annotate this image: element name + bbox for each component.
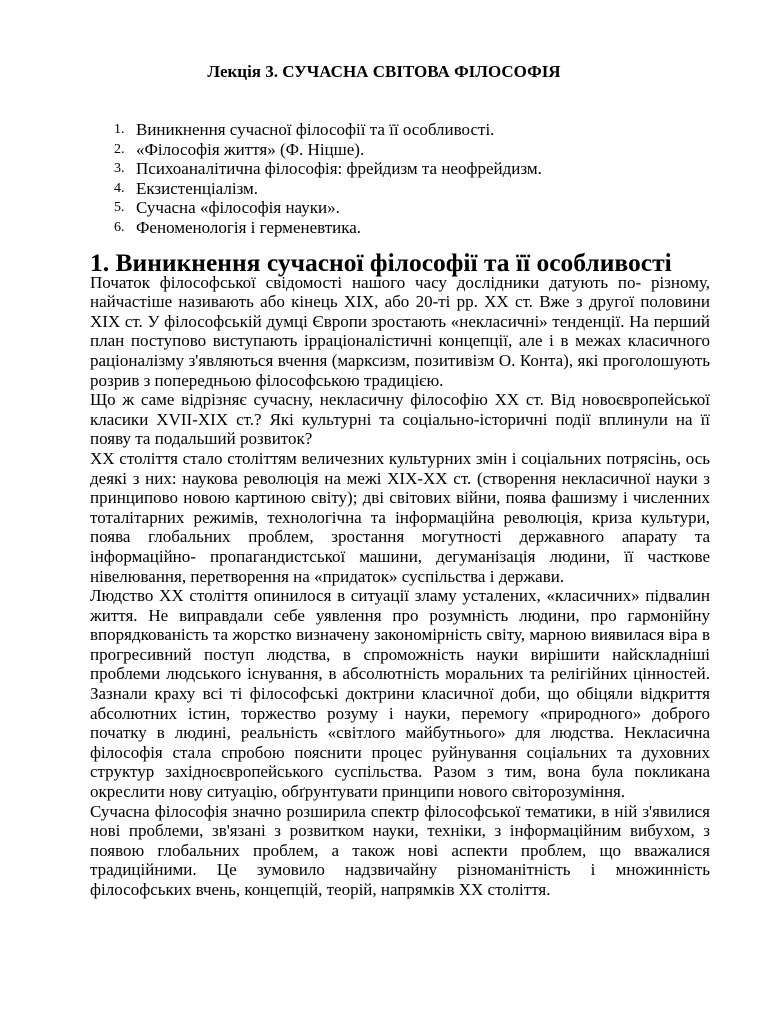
- outline-number: 2.: [114, 141, 125, 157]
- outline-item: [90, 159, 650, 179]
- paragraph: Сучасна філософія значно розширила спектр філософської тематики, в ній з'явилися нові проблеми, зв'язані з розвитком науки, техніки, з інформаційним вибухом, з появою глобальних проблем, а також нові аспекти проблем, що вважалися традиційними. Це зумовило надзвичайну різноманітність і множинність філософських вчень, концепцій, теорій, напрямків XX століття.: [90, 801, 710, 899]
- section-heading: 1. Виникнення сучасної філософії та її особливості: [90, 248, 672, 277]
- outline-item: [90, 179, 650, 199]
- document-body: [90, 248, 710, 900]
- outline-text: Екзистенціалізм.: [136, 178, 259, 198]
- paragraph: Що ж саме відрізняє сучасну, некласичну філософію XX ст. Від новоєвропейської класики XVII-XIX ст.? Які культурні та соціально-історичні події вплинули на її появу та подальший розвиток?: [90, 390, 710, 449]
- paragraph: XX століття стало століттям величезних культурних змін і соціальних потрясінь, ось деякі з них: наукова революція на межі XIX-XX ст. (створення некласичної науки з принципово новою картиною світу); дві світових війни, поява фашизму і численних тоталітарних режимів, технологічна та інформаційна революція, криза культури, поява глобальних проблем, зростання могутності державного апарату та інформаційно- пропагандистської машини, дегуманізація людини, її часткове нівелювання, перетворення на «придаток» суспільства і держави.: [90, 448, 710, 586]
- outline-item: [90, 218, 650, 238]
- outline-text: Сучасна «філософія науки».: [136, 198, 340, 218]
- page-title: Лекція 3. СУЧАСНА СВІТОВА ФІЛОСОФІЯ: [207, 62, 561, 81]
- outline-number: 5.: [114, 200, 125, 216]
- paragraph: Людство XX століття опинилося в ситуації зламу усталених, «класичних» підвалин життя. Не виправдали себе уявлення про розумність людини, про гармонійну впорядкованість та жорстко визначену закономірність світу, марною виявилася віра в прогресивний поступ людства, в спроможність науки вирішити найскладніші проблеми людського існування, в абсолютність моральних та релігійних цінностей. Зазнали краху всі ті філософські доктрини класичної доби, що обіцяли відкриття абсолютних істин, торжество розуму і науки, перемогу «природного» доброго початку в людині, реальність «світлого майбутнього» для людства. Некласична філософія стала спробою пояснити процес руйнування соціальних та духовних структур західноєвропейського суспільства. Разом з тим, вона була покликана окреслити нову ситуацію, обґрунтувати принципи нового світорозуміння.: [90, 586, 710, 802]
- outline-item: [90, 198, 650, 218]
- lecture-outline: [90, 120, 650, 238]
- outline-item: [90, 120, 650, 140]
- outline-text: Виникнення сучасної філософії та її особливості.: [136, 120, 495, 139]
- outline-number: 4.: [114, 180, 125, 196]
- paragraph: Початок філософської свідомості нашого часу дослідники датують по- різному, найчастіше називають або кінець XIX, або 20-ті рр. XX ст. Вже з другої половини XIX ст. У філософській думці Європи зростають «некласичні» тенденції. На перший план поступово виступають ірраціоналістичні концепції, але і в межах класичного раціоналізму з'являються вчення (марксизм, позитивізм О. Конта), які проголошують розрив з попередньою філософською традицією.: [90, 272, 710, 390]
- outline-number: 6.: [114, 219, 125, 235]
- outline-text: Психоаналітична філософія: фрейдизм та неофрейдизм.: [136, 159, 542, 179]
- outline-item: [90, 140, 650, 160]
- outline-number: 3.: [114, 161, 125, 177]
- outline-number: 1.: [114, 122, 125, 137]
- outline-text: «Філософія життя» (Ф. Ніцше).: [136, 139, 365, 159]
- outline-text: Феноменологія і герменевтика.: [136, 217, 362, 237]
